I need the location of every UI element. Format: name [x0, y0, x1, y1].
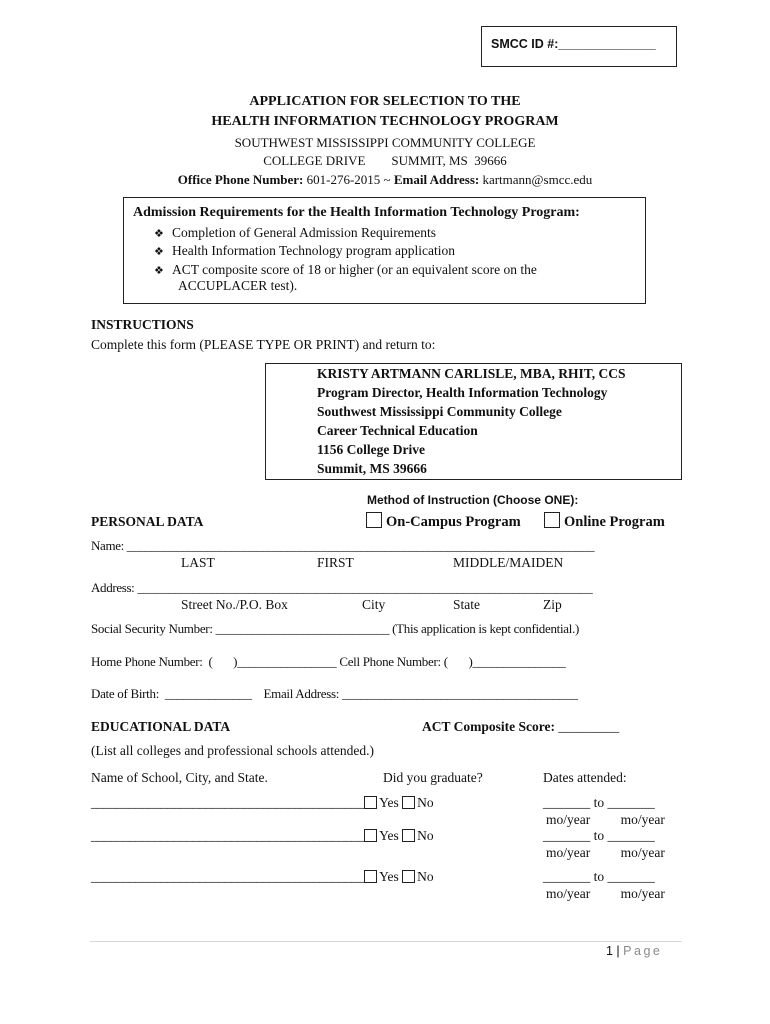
address-sub-zip: Zip	[543, 597, 562, 612]
address-sub-city: City	[362, 597, 386, 612]
dates-blank[interactable]: _______ to _______	[543, 869, 655, 884]
diamond-bullet-icon: ❖	[154, 227, 164, 240]
on-campus-option[interactable]	[366, 512, 521, 531]
name-field[interactable]: Name: ____________________________________________________________________________	[91, 538, 595, 553]
online-checkbox[interactable]	[544, 512, 560, 528]
office-contact	[0, 172, 770, 188]
col-graduate-header: Did you graduate?	[383, 770, 483, 785]
smcc-id-box[interactable]	[481, 26, 677, 67]
school-row	[91, 828, 434, 844]
address-field[interactable]: Address: __________________________________________________________________________	[91, 580, 593, 595]
school-blank[interactable]: ___________________________________________	[91, 869, 365, 884]
footer-divider	[90, 941, 682, 942]
no-checkbox[interactable]	[402, 829, 415, 842]
yes-checkbox[interactable]	[364, 829, 377, 842]
address-line: Summit, MS 39666	[317, 461, 427, 476]
title-line-2: HEALTH INFORMATION TECHNOLOGY PROGRAM	[211, 114, 559, 129]
name-sub-first: FIRST	[317, 555, 354, 570]
address-line: Southwest Mississippi Community College	[317, 404, 562, 419]
title-line-1: APPLICATION FOR SELECTION TO THE	[249, 94, 521, 109]
col-dates-header: Dates attended:	[543, 770, 627, 785]
school-row	[91, 795, 434, 811]
phone-fields[interactable]: Home Phone Number: ( )________________ Cell Phone Number: ( )_______________	[91, 654, 566, 669]
smcc-id-label: SMCC ID #:______________	[491, 37, 656, 51]
dates-blank[interactable]: _______ to _______	[543, 828, 655, 843]
yes-label: Yes	[379, 869, 399, 884]
act-blank[interactable]: _________	[558, 719, 620, 734]
no-label: No	[417, 869, 434, 884]
school-blank[interactable]: ___________________________________________	[91, 795, 365, 810]
yes-label: Yes	[379, 795, 399, 810]
name-sub-middle: MIDDLE/MAIDEN	[453, 555, 564, 570]
address-sub-street: Street No./P.O. Box	[181, 597, 288, 612]
diamond-bullet-icon: ❖	[154, 264, 164, 277]
educational-data-heading: EDUCATIONAL DATA	[91, 719, 231, 734]
page-separator: |	[612, 944, 624, 958]
dates-sub: mo/year mo/year	[546, 845, 665, 860]
phone-value: 601-276-2015 ~	[303, 172, 394, 187]
school-blank[interactable]: ___________________________________________	[91, 828, 365, 843]
page-word: Page	[623, 944, 663, 958]
instructions-heading: INSTRUCTIONS	[91, 317, 194, 332]
instructions-text: Complete this form (PLEASE TYPE OR PRINT) and return to:	[91, 337, 436, 352]
college-name: SOUTHWEST MISSISSIPPI COMMUNITY COLLEGE	[234, 135, 536, 150]
requirement-item: ❖ Health Information Technology program application	[154, 243, 455, 258]
email-value: kartmann@smcc.edu	[479, 172, 593, 187]
page-number: 1	[606, 944, 613, 958]
act-score[interactable]	[422, 719, 619, 735]
address-line: Program Director, Health Information Technology	[317, 385, 608, 400]
requirement-item: ❖ ACT composite score of 18 or higher (or an equivalent score on the	[154, 262, 537, 277]
phone-label: Office Phone Number:	[177, 172, 304, 187]
col-school-header: Name of School, City, and State.	[91, 770, 268, 785]
ssn-field[interactable]: Social Security Number: ____________________________ (This application is kept confidential.)	[91, 621, 580, 636]
dates-sub: mo/year mo/year	[546, 886, 665, 901]
no-label: No	[417, 795, 434, 810]
dates-blank[interactable]: _______ to _______	[543, 795, 655, 810]
page-footer	[606, 944, 662, 958]
colleges-note: (List all colleges and professional schools attended.)	[91, 743, 375, 758]
yes-checkbox[interactable]	[364, 870, 377, 883]
requirement-item: ❖ Completion of General Admission Requirements	[154, 225, 436, 240]
on-campus-checkbox[interactable]	[366, 512, 382, 528]
no-checkbox[interactable]	[402, 870, 415, 883]
address-line: 1156 College Drive	[317, 442, 425, 457]
return-address-box	[265, 363, 682, 480]
act-label: ACT Composite Score:	[422, 719, 555, 734]
personal-data-heading: PERSONAL DATA	[91, 514, 204, 529]
yes-checkbox[interactable]	[364, 796, 377, 809]
method-label: Method of Instruction (Choose ONE):	[367, 493, 579, 507]
dob-email-fields[interactable]: Date of Birth: ______________ Email Address: ______________________________________	[91, 686, 578, 701]
online-option[interactable]	[544, 512, 665, 531]
requirements-title: Admission Requirements for the Health Information Technology Program:	[133, 205, 580, 220]
yes-label: Yes	[379, 828, 399, 843]
on-campus-label: On-Campus Program	[386, 514, 521, 530]
school-row	[91, 869, 434, 885]
email-label: Email Address:	[393, 172, 480, 187]
name-sub-last: LAST	[181, 555, 215, 570]
college-address: COLLEGE DRIVE SUMMIT, MS 39666	[263, 153, 507, 168]
address-sub-state: State	[453, 597, 480, 612]
no-label: No	[417, 828, 434, 843]
address-line: Career Technical Education	[317, 423, 478, 438]
requirement-item-continued: ACCUPLACER test).	[178, 278, 298, 293]
online-label: Online Program	[564, 514, 665, 530]
diamond-bullet-icon: ❖	[154, 245, 164, 258]
no-checkbox[interactable]	[402, 796, 415, 809]
dates-sub: mo/year mo/year	[546, 812, 665, 827]
address-line: KRISTY ARTMANN CARLISLE, MBA, RHIT, CCS	[317, 366, 626, 381]
requirements-box	[123, 197, 646, 304]
